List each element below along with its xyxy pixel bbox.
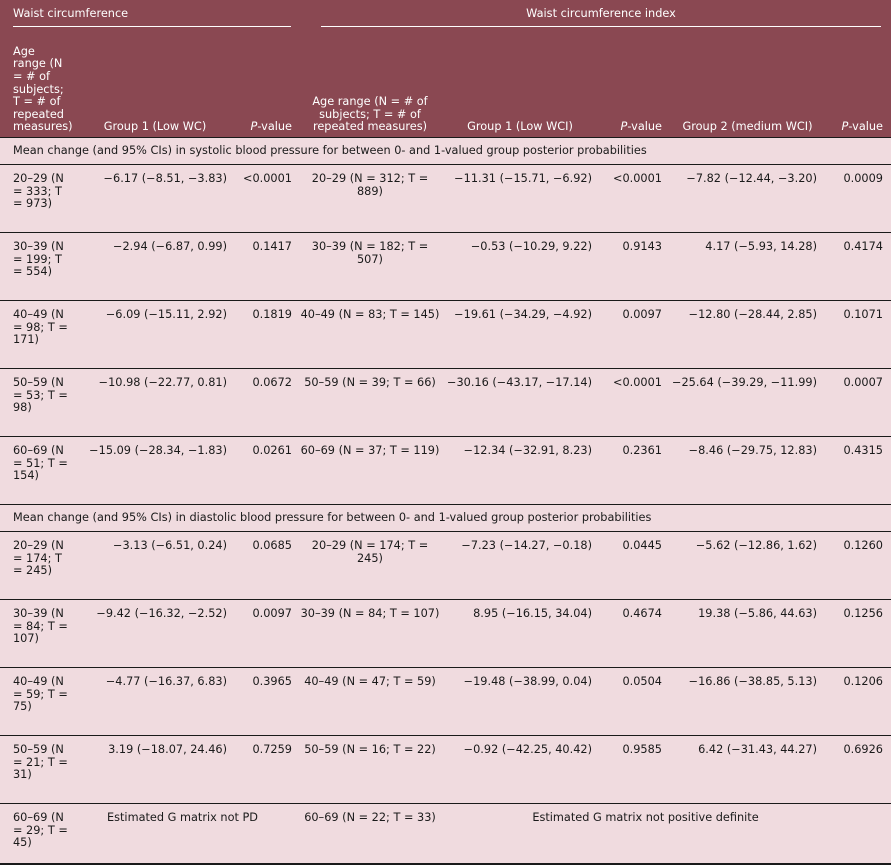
p-value1-wci-cell: <0.0001 — [600, 165, 670, 233]
section-title: Mean change (and 95% CIs) in diastolic blood pressure for between 0- and 1-valued group posterior probabilities — [0, 505, 891, 532]
group1-wci-cell: 8.95 (−16.15, 34.04) — [440, 600, 600, 668]
p-value1-wci-cell: 0.0504 — [600, 668, 670, 736]
age-range-wc-cell: 20–29 (N = 333; T = 973) — [0, 165, 75, 233]
col-header-age-wc: Age range (N = # of subjects; T = # of repeated measures) — [0, 38, 75, 138]
p-value-wc-cell: 0.0261 — [235, 437, 300, 505]
age-range-wci-cell: 60–69 (N = 22; T = 33) — [300, 804, 440, 865]
age-range-wc-cell: 30–39 (N = 199; T = 554) — [0, 233, 75, 301]
group1-wci-cell: −12.34 (−32.91, 8.23) — [440, 437, 600, 505]
header-wc-title: Waist circumference — [13, 8, 291, 27]
group2-wci-cell: −5.62 (−12.86, 1.62) — [670, 532, 825, 600]
p-value-wc-cell: 0.3965 — [235, 668, 300, 736]
p-value-wc-cell: 0.0097 — [235, 600, 300, 668]
group2-wci-cell: −7.82 (−12.44, −3.20) — [670, 165, 825, 233]
p-value-wc-cell: 0.0672 — [235, 369, 300, 437]
header-wci-title: Waist circumference index — [321, 8, 881, 27]
table-row — [0, 668, 891, 736]
age-range-wci-cell: 30–39 (N = 84; T = 107) — [300, 600, 440, 668]
group1-wci-cell: −0.92 (−42.25, 40.42) — [440, 736, 600, 804]
age-range-wci-cell: 40–49 (N = 47; T = 59) — [300, 668, 440, 736]
age-range-wc-cell: 40–49 (N = 98; T = 171) — [0, 301, 75, 369]
age-range-wci-cell: 20–29 (N = 312; T = 889) — [300, 165, 440, 233]
p-value-wc-cell: 0.1819 — [235, 301, 300, 369]
header-wci-group — [300, 0, 891, 38]
group2-wci-cell: 19.38 (−5.86, 44.63) — [670, 600, 825, 668]
col-header-p1-wci — [600, 38, 670, 138]
group2-wci-cell: −12.80 (−28.44, 2.85) — [670, 301, 825, 369]
table-row — [0, 165, 891, 233]
age-range-wci-cell: 30–39 (N = 182; T = 507) — [300, 233, 440, 301]
group1-wci-cell: −19.48 (−38.99, 0.04) — [440, 668, 600, 736]
p-suffix: -value — [257, 120, 292, 134]
group1-wc-cell: −3.13 (−6.51, 0.24) — [75, 532, 235, 600]
p-value-wc-cell: 0.0685 — [235, 532, 300, 600]
table-body — [0, 138, 891, 865]
group1-wc-cell: −4.77 (−16.37, 6.83) — [75, 668, 235, 736]
p-value1-wci-cell: 0.0445 — [600, 532, 670, 600]
section-header-row — [0, 138, 891, 165]
p-value2-wci-cell: 0.6926 — [825, 736, 891, 804]
p-value2-wci-cell: 0.0007 — [825, 369, 891, 437]
table-row — [0, 369, 891, 437]
group2-wci-cell: −25.64 (−39.29, −11.99) — [670, 369, 825, 437]
p-suffix: -value — [627, 120, 662, 134]
header-wc-group — [0, 0, 300, 38]
group1-wci-cell: −0.53 (−10.29, 9.22) — [440, 233, 600, 301]
p-value-wc-cell: <0.0001 — [235, 165, 300, 233]
age-range-wc-cell: 30–39 (N = 84; T = 107) — [0, 600, 75, 668]
p-value2-wci-cell: 0.1206 — [825, 668, 891, 736]
group1-wci-cell: −11.31 (−15.71, −6.92) — [440, 165, 600, 233]
p-value2-wci-cell: 0.4174 — [825, 233, 891, 301]
group1-wci-cell: −19.61 (−34.29, −4.92) — [440, 301, 600, 369]
group2-wci-cell: −8.46 (−29.75, 12.83) — [670, 437, 825, 505]
col-header-group1-wc: Group 1 (Low WC) — [75, 38, 235, 138]
age-range-wc-cell: 60–69 (N = 51; T = 154) — [0, 437, 75, 505]
p-value-wc-cell: 0.1417 — [235, 233, 300, 301]
group1-wc-cell: −15.09 (−28.34, −1.83) — [75, 437, 235, 505]
age-range-wc-cell: 20–29 (N = 174; T = 245) — [0, 532, 75, 600]
p-value2-wci-cell: 0.4315 — [825, 437, 891, 505]
age-range-wci-cell: 40–49 (N = 83; T = 145) — [300, 301, 440, 369]
group1-wci-cell: −7.23 (−14.27, −0.18) — [440, 532, 600, 600]
age-range-wc-cell: 60–69 (N = 29; T = 45) — [0, 804, 75, 865]
wci-note-cell: Estimated G matrix not positive definite — [440, 804, 891, 865]
p-value1-wci-cell: 0.9585 — [600, 736, 670, 804]
group1-wc-cell: −10.98 (−22.77, 0.81) — [75, 369, 235, 437]
table-row — [0, 532, 891, 600]
p-suffix: -value — [848, 120, 883, 134]
table-row — [0, 804, 891, 865]
p-value-wc-cell: 0.7259 — [235, 736, 300, 804]
age-range-wci-cell: 60–69 (N = 37; T = 119) — [300, 437, 440, 505]
p-italic: P — [620, 120, 628, 134]
table-row — [0, 301, 891, 369]
group1-wc-cell: −9.42 (−16.32, −2.52) — [75, 600, 235, 668]
p-value2-wci-cell: 0.1260 — [825, 532, 891, 600]
p-value1-wci-cell: 0.2361 — [600, 437, 670, 505]
table-row — [0, 233, 891, 301]
section-title: Mean change (and 95% CIs) in systolic blood pressure for between 0- and 1-valued group posterior probabilities — [0, 138, 891, 165]
group2-wci-cell: −16.86 (−38.85, 5.13) — [670, 668, 825, 736]
col-header-group2-wci: Group 2 (medium WCI) — [670, 38, 825, 138]
group2-wci-cell: 4.17 (−5.93, 14.28) — [670, 233, 825, 301]
group1-wc-cell: −6.09 (−15.11, 2.92) — [75, 301, 235, 369]
p-value1-wci-cell: 0.9143 — [600, 233, 670, 301]
group1-wc-cell: 3.19 (−18.07, 24.46) — [75, 736, 235, 804]
col-header-p2-wci — [825, 38, 891, 138]
table-row — [0, 736, 891, 804]
p-value2-wci-cell: 0.1071 — [825, 301, 891, 369]
col-header-p-wc — [235, 38, 300, 138]
age-range-wci-cell: 20–29 (N = 174; T = 245) — [300, 532, 440, 600]
age-range-wc-cell: 40–49 (N = 59; T = 75) — [0, 668, 75, 736]
p-value2-wci-cell: 0.0009 — [825, 165, 891, 233]
col-header-group1-wci: Group 1 (Low WCI) — [440, 38, 600, 138]
age-range-wc-cell: 50–59 (N = 21; T = 31) — [0, 736, 75, 804]
p-italic: P — [841, 120, 849, 134]
col-header-age-wci: Age range (N = # of subjects; T = # of repeated measures) — [300, 38, 440, 138]
age-range-wc-cell: 50–59 (N = 53; T = 98) — [0, 369, 75, 437]
group1-wci-cell: −30.16 (−43.17, −17.14) — [440, 369, 600, 437]
p-italic: P — [250, 120, 258, 134]
p-value2-wci-cell: 0.1256 — [825, 600, 891, 668]
table-row — [0, 600, 891, 668]
p-value1-wci-cell: 0.4674 — [600, 600, 670, 668]
section-header-row — [0, 505, 891, 532]
table-row — [0, 437, 891, 505]
group2-wci-cell: 6.42 (−31.43, 44.27) — [670, 736, 825, 804]
age-range-wci-cell: 50–59 (N = 16; T = 22) — [300, 736, 440, 804]
age-range-wci-cell: 50–59 (N = 39; T = 66) — [300, 369, 440, 437]
wc-note-cell: Estimated G matrix not PD — [75, 804, 300, 865]
p-value1-wci-cell: 0.0097 — [600, 301, 670, 369]
p-value1-wci-cell: <0.0001 — [600, 369, 670, 437]
group1-wc-cell: −2.94 (−6.87, 0.99) — [75, 233, 235, 301]
group1-wc-cell: −6.17 (−8.51, −3.83) — [75, 165, 235, 233]
